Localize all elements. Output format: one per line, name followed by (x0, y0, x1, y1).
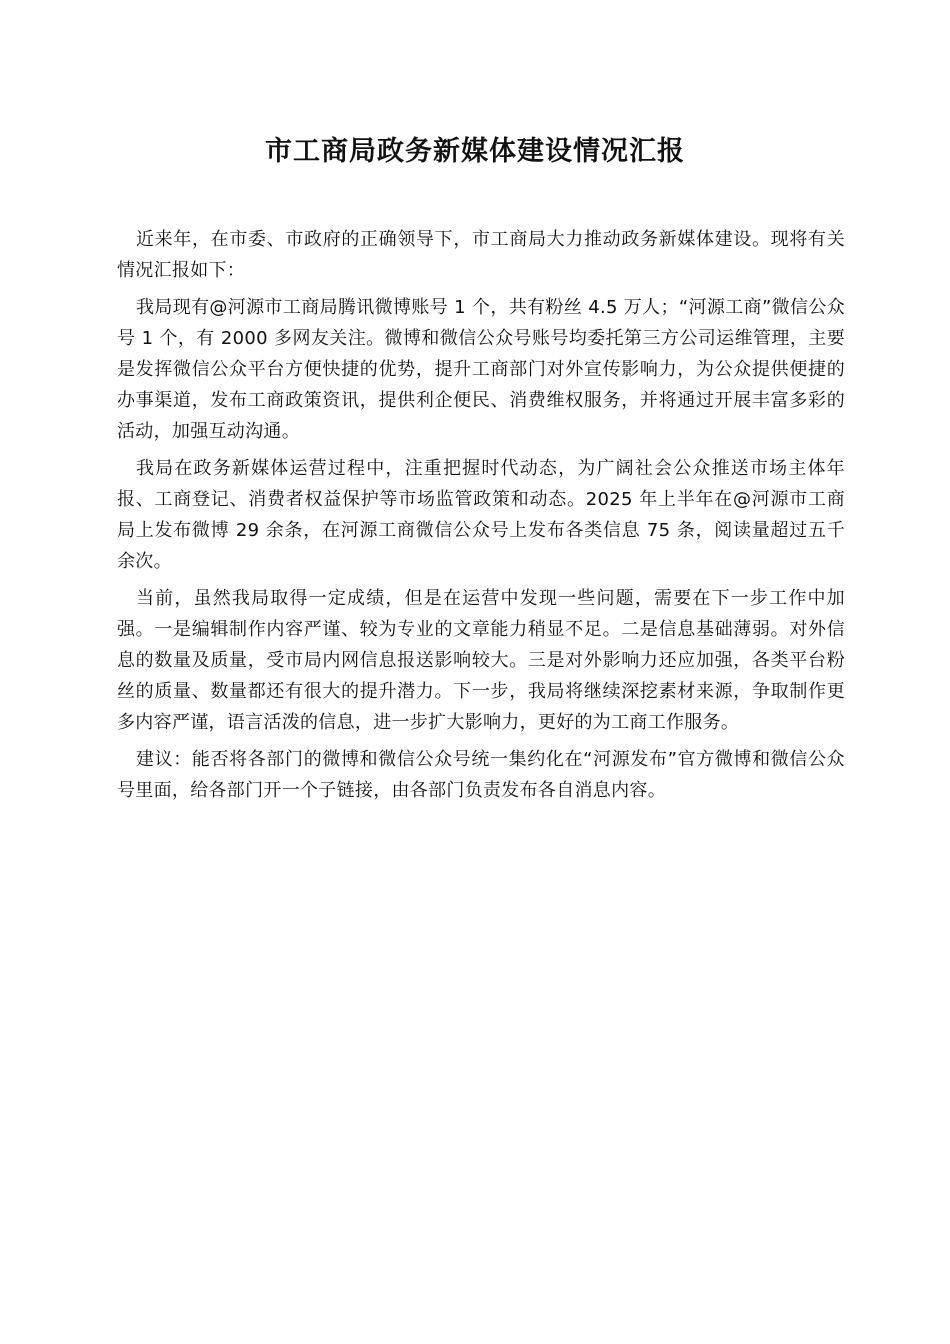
document-title: 市工商局政务新媒体建设情况汇报 (265, 136, 685, 167)
paragraph-suggestion: 建议：能否将各部门的微博和微信公众号统一集约化在“河源发布”官方微博和微信公众号里面，给各部门开一个子链接，由各部门负责发布各自消息内容。 (117, 749, 845, 801)
paragraph-accounts: 我局现有@河源市工商局腾讯微博账号 1 个，共有粉丝 4.5 万人；“河源工商”微信公众号 1 个，有 2000 多网友关注。微博和微信公众号账号均委托第三方公司运维管理，主要是发挥微信公众平台方便快捷的优势，提升工商部门对外宣传影响力，为公众提供便捷的办事渠道，发布工商政策资讯，提供利企便民、消费维权服务，并将通过开展丰富多彩的活动，加强互动沟通。 (117, 297, 845, 442)
paragraph-operations: 我局在政务新媒体运营过程中，注重把握时代动态，为广阔社会公众推送市场主体年报、工商登记、消费者权益保护等市场监管政策和动态。2025 年上半年在@河源市工商局上发布微博 29 余条，在河源工商微信公众号上发布各类信息 75 条，阅读量超过五千余次。 (117, 458, 845, 572)
paragraph-issues: 当前，虽然我局取得一定成绩，但是在运营中发现一些问题，需要在下一步工作中加强。一是编辑制作内容严谨、较为专业的文章能力稍显不足。二是信息基础薄弱。对外信息的数量及质量，受市局内网信息报送影响较大。三是对外影响力还应加强，各类平台粉丝的质量、数量都还有很大的提升潜力。下一步，我局将继续深挖素材来源，争取制作更多内容严谨，语言活泼的信息，进一步扩大影响力，更好的为工商工作服务。 (117, 588, 845, 733)
document-body (117, 224, 845, 812)
paragraph-intro: 近来年，在市委、市政府的正确领导下，市工商局大力推动政务新媒体建设。现将有关情况汇报如下： (117, 229, 845, 281)
